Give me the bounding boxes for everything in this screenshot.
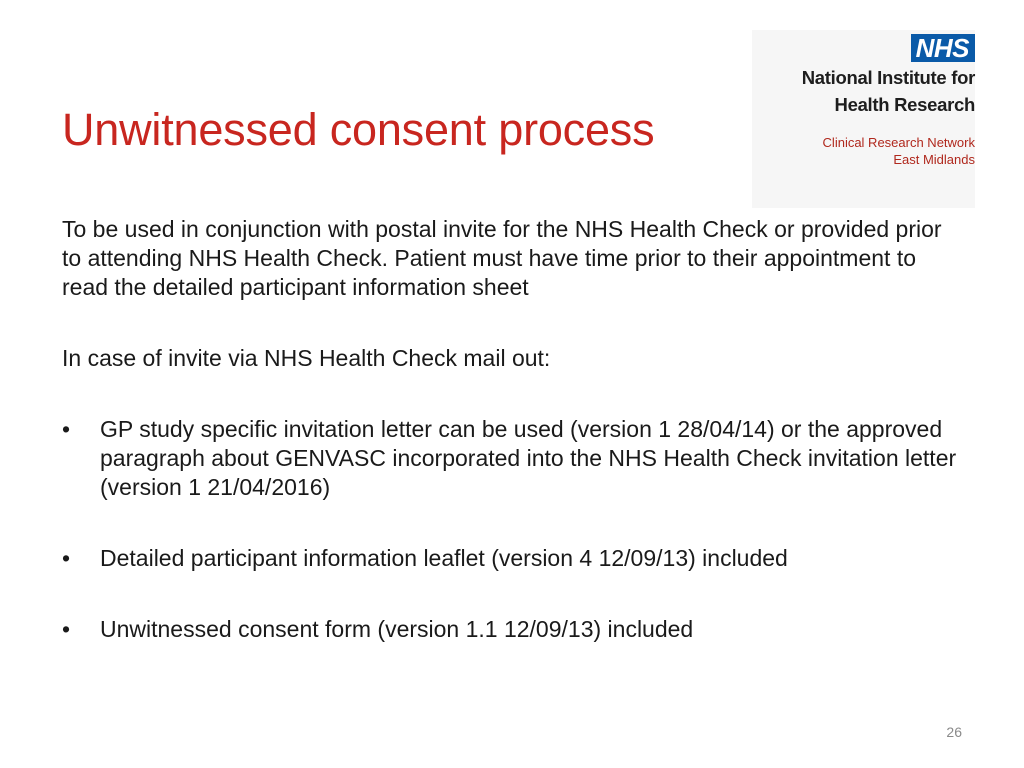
bullet-dot: • <box>62 416 71 442</box>
logo-org-line-2: Health Research <box>834 94 975 115</box>
page-number: 26 <box>946 724 962 740</box>
slide-title: Unwitnessed consent process <box>62 104 655 155</box>
logo-network-line-1: Clinical Research Network <box>822 135 975 150</box>
case-heading: In case of invite via NHS Health Check mail out: <box>62 345 551 371</box>
bullet-item <box>62 615 962 644</box>
intro-paragraph: To be used in conjunction with postal invite for the NHS Health Check or provided prior to attending NHS Health Check. Patient must have time prior to their appointment to read the detailed participant information sheet <box>62 216 942 300</box>
bullet-text: Detailed participant information leaflet (version 4 12/09/13) included <box>100 545 788 571</box>
bullet-text: Unwitnessed consent form (version 1.1 12/09/13) included <box>100 616 694 642</box>
bullet-text: GP study specific invitation letter can be used (version 1 28/04/14) or the approved paragraph about GENVASC incorporated into the NHS Health Check invitation letter (version 1 21/04/2016) <box>100 416 957 500</box>
nhs-badge: NHS <box>911 34 975 62</box>
logo-network-line-2: East Midlands <box>893 152 975 167</box>
bullet-item <box>62 415 962 502</box>
bullet-list <box>62 415 962 644</box>
logo-org-name <box>802 64 975 118</box>
bullet-dot: • <box>62 545 71 571</box>
bullet-item <box>62 544 962 573</box>
bullet-dot: • <box>62 616 71 642</box>
logo-org-line-1: National Institute for <box>801 67 975 88</box>
slide-body <box>62 215 962 686</box>
logo-network-name <box>823 134 975 168</box>
nihr-logo <box>752 30 975 208</box>
